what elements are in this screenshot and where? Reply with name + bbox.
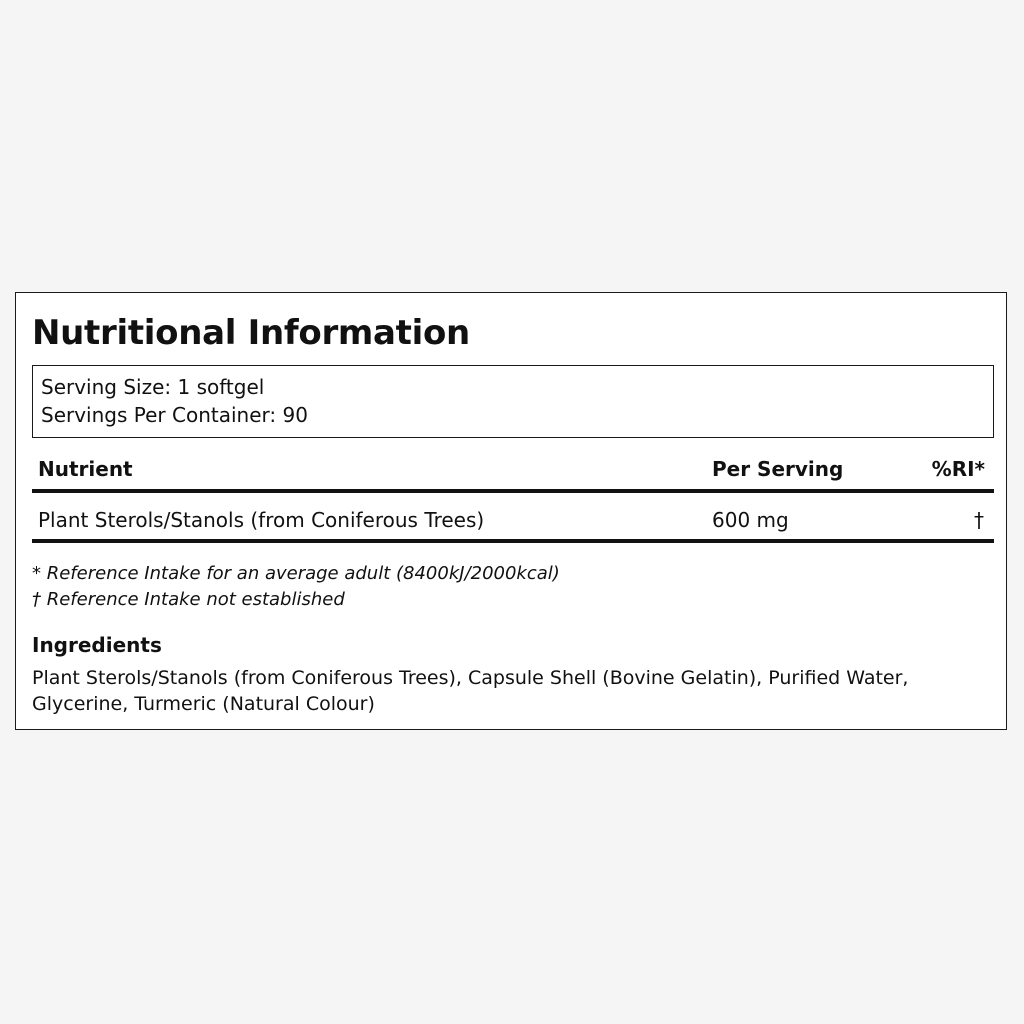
panel-title: Nutritional Information <box>32 313 470 353</box>
serving-info-box <box>32 365 994 438</box>
table-bottom-divider <box>32 539 994 543</box>
row-ri-value: † <box>974 508 984 532</box>
footnote-reference-intake: * Reference Intake for an average adult (8400kJ/2000kcal) <box>32 563 560 584</box>
ingredients-text: Plant Sterols/Stanols (from Coniferous Trees), Capsule Shell (Bovine Gelatin), Purified Water, Glycerine, Turmeric (Natural Colour) <box>32 667 909 715</box>
ingredients-heading: Ingredients <box>32 633 162 657</box>
nutrition-panel <box>15 292 1007 730</box>
row-nutrient-name: Plant Sterols/Stanols (from Coniferous Trees) <box>38 508 485 532</box>
serving-size: Serving Size: 1 softgel <box>41 375 265 399</box>
row-per-serving-value: 600 mg <box>712 508 789 532</box>
column-header-nutrient: Nutrient <box>38 457 133 481</box>
column-header-per-serving: Per Serving <box>712 457 844 481</box>
column-header-ri: %RI* <box>931 457 985 481</box>
footnote-not-established: † Reference Intake not established <box>32 589 345 610</box>
servings-per-container: Servings Per Container: 90 <box>41 403 308 427</box>
header-divider <box>32 489 994 493</box>
